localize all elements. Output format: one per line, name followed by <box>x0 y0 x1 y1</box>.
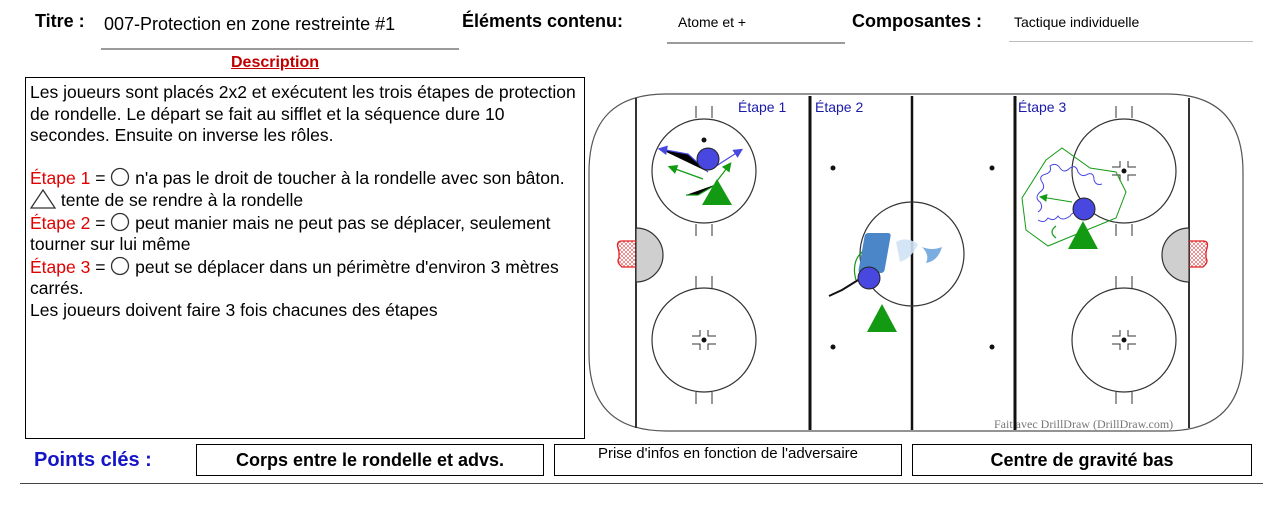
title-field-underline <box>101 48 459 50</box>
circle-icon <box>110 256 130 276</box>
etape2-text: peut manier mais ne peut pas se déplacer, seulement tourner sur lui même <box>30 212 551 254</box>
drilldraw-watermark: Fait avec DrillDraw (DrillDraw.com) <box>994 417 1174 431</box>
etape2-eq: = <box>90 212 111 233</box>
description-intro: Les joueurs sont placés 2x2 et exécutent les trois étapes de protection de rondelle. Le départ se fait au sifflet et la séquence dure 10 secondes. Ensuite on inverse les rôles. <box>30 82 576 145</box>
elements-label: Éléments contenu: <box>462 11 624 31</box>
key-point-1[interactable]: Corps entre le rondelle et advs. <box>196 444 544 476</box>
etape1-text: n'a pas le droit de toucher à la rondelle avec son bâton. <box>130 167 565 188</box>
description-box[interactable] <box>25 77 585 439</box>
description-closing: Les joueurs doivent faire 3 fois chacunes des étapes <box>30 299 438 320</box>
circle-icon <box>110 212 130 232</box>
key-point-3[interactable]: Centre de gravité bas <box>912 444 1252 476</box>
circle-icon <box>110 167 130 187</box>
composantes-field[interactable]: Tactique individuelle <box>1014 14 1140 30</box>
etape1-text-2: tente de se rendre à la rondelle <box>56 190 304 210</box>
title-label: Titre : <box>35 11 85 31</box>
etape3-text: peut se déplacer dans un périmètre d'environ 3 mètres carrés. <box>30 256 559 298</box>
key-points-label: Points clés : <box>34 449 152 471</box>
etape2-line <box>30 212 580 256</box>
stage-label-1: Étape 1 <box>738 99 787 115</box>
etape2-label: Étape 2 <box>30 212 91 233</box>
stage-label-2: Étape 2 <box>815 99 864 115</box>
etape3-line <box>30 256 580 300</box>
etape3-eq: = <box>90 256 111 277</box>
elements-field-underline <box>667 42 845 44</box>
title-field[interactable]: 007-Protection en zone restreinte #1 <box>104 14 396 34</box>
triangle-icon <box>30 189 56 209</box>
etape1-eq: = <box>90 167 111 188</box>
stage-label-3: Étape 3 <box>1018 99 1067 115</box>
rink-diagram[interactable] <box>586 92 1246 434</box>
description-heading: Description <box>231 54 320 71</box>
etape1-label: Étape 1 <box>30 167 91 188</box>
elements-field[interactable]: Atome et + <box>678 14 747 30</box>
composantes-label: Composantes : <box>852 11 983 31</box>
net-right <box>1189 241 1208 267</box>
bottom-divider <box>20 483 1263 484</box>
net-left <box>618 241 637 267</box>
etape3-label: Étape 3 <box>30 256 91 277</box>
etape1-line <box>30 167 580 212</box>
composantes-field-underline <box>1009 41 1253 42</box>
key-point-2[interactable]: Prise d'infos en fonction de l'adversaire <box>554 444 902 476</box>
rink-boards <box>589 94 1243 431</box>
